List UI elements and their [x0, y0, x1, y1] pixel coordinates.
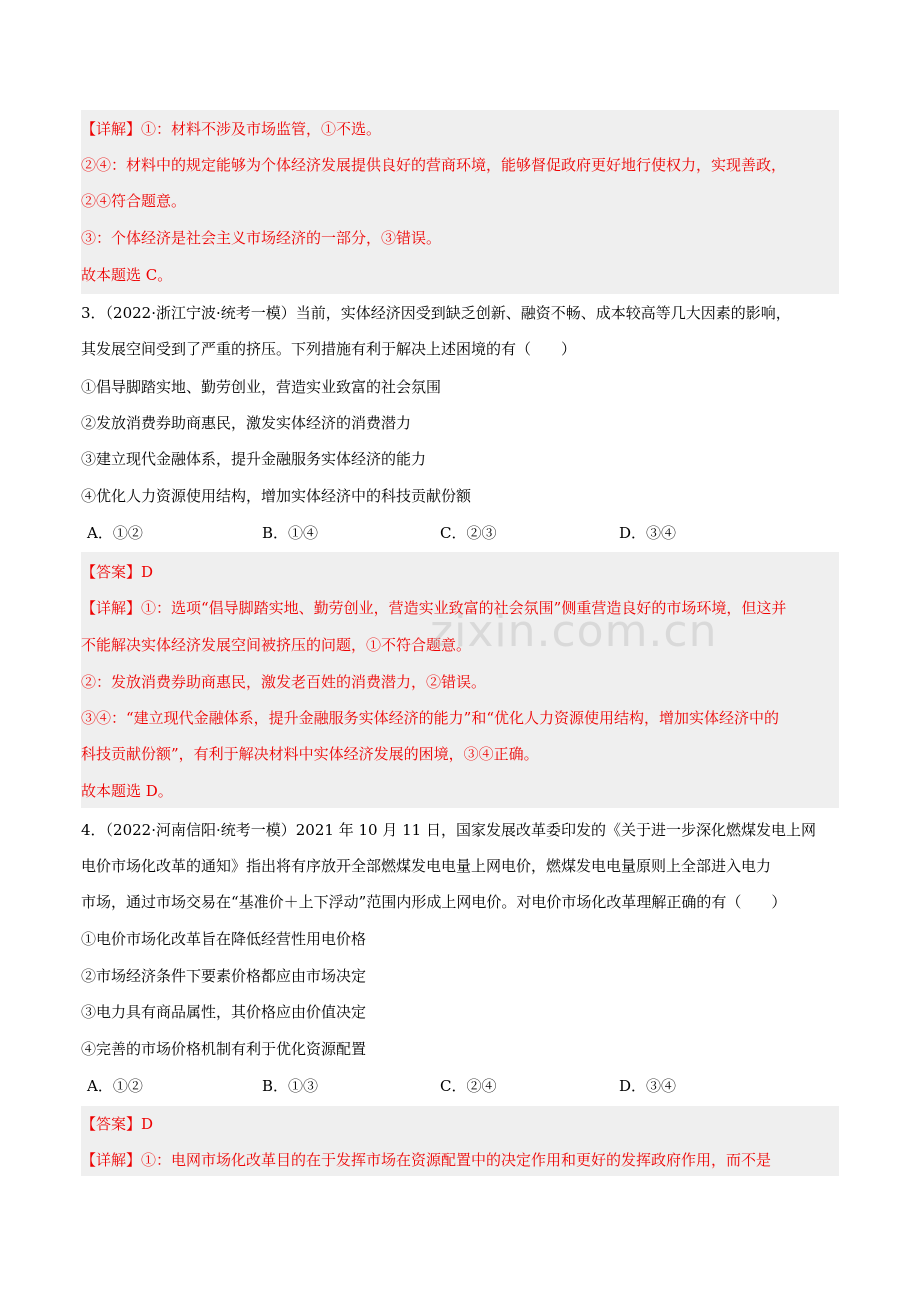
question-stem: 电价市场化改革的通知》指出将有序放开全部燃煤发电电量上网电价，燃煤发电电量原则上全部进入电力: [81, 857, 772, 875]
question-item: ①电价市场化改革旨在降低经营性用电价格: [81, 930, 367, 948]
question-stem: 市场，通过市场交易在“基准价＋上下浮动”范围内形成上网电价。对电价市场化改革理解正确的有（ ）: [81, 893, 787, 911]
explain-line: 【详解】①：电网市场化改革目的在于发挥市场在资源配置中的决定作用和更好的发挥政府作用，而不是: [81, 1151, 772, 1169]
explain-line: 【详解】①：材料不涉及市场监管，①不选。: [81, 120, 382, 138]
explain-line: ②④符合题意。: [81, 192, 187, 210]
answer-line: 【答案】D: [81, 563, 154, 581]
option-b: B．①④: [262, 524, 319, 542]
option-d: D．③④: [619, 524, 677, 542]
question-item: ④优化人力资源使用结构，增加实体经济中的科技贡献份额: [81, 487, 472, 505]
explain-line: ②④：材料中的规定能够为个体经济发展提供良好的营商环境，能够督促政府更好地行使权力，实现善政，: [81, 156, 787, 174]
option-c: C．②④: [440, 1077, 497, 1095]
question-item: ②市场经济条件下要素价格都应由市场决定: [81, 967, 367, 985]
explain-line: 故本题选 C。: [81, 266, 173, 284]
question-stem: 其发展空间受到了严重的挤压。下列措施有利于解决上述困境的有（ ）: [81, 340, 577, 358]
watermark-logo: zixin.com.cn: [430, 606, 718, 657]
explain-line: 【详解】①：选项“倡导脚踏实地、勤劳创业，营造实业致富的社会氛围”侧重营造良好的市场环境，但这并: [81, 599, 787, 617]
option-row: [81, 1068, 839, 1104]
explain-line: 不能解决实体经济发展空间被挤压的问题，①不符合题意。: [81, 636, 472, 654]
explain-line: ③：个体经济是社会主义市场经济的一部分，③错误。: [81, 229, 442, 247]
explain-line: ③④：“建立现代金融体系，提升金融服务实体经济的能力”和“优化人力资源使用结构，增加实体经济中的: [81, 709, 780, 727]
explain-line: 科技贡献份额”，有利于解决材料中实体经济发展的困境，③④正确。: [81, 745, 539, 763]
question-item: ④完善的市场价格机制有利于优化资源配置: [81, 1040, 367, 1058]
option-a: A．①②: [87, 524, 143, 542]
answer-line: 【答案】D: [81, 1115, 154, 1133]
option-c: C．②③: [440, 524, 497, 542]
option-row: [81, 515, 839, 551]
explain-line: 故本题选 D。: [81, 782, 173, 800]
question-item: ③建立现代金融体系，提升金融服务实体经济的能力: [81, 450, 427, 468]
question-item: ①倡导脚踏实地、勤劳创业，营造实业致富的社会氛围: [81, 378, 442, 396]
question-stem: 3．（2022·浙江宁波·统考一模）当前，实体经济因受到缺乏创新、融资不畅、成本较高等几大因素的影响，: [81, 304, 791, 322]
option-a: A．①②: [87, 1077, 143, 1095]
question-item: ③电力具有商品属性，其价格应由价值决定: [81, 1003, 367, 1021]
option-d: D．③④: [619, 1077, 677, 1095]
question-item: ②发放消费券助商惠民，激发实体经济的消费潜力: [81, 414, 412, 432]
explain-line: ②：发放消费券助商惠民，激发老百姓的消费潜力，②错误。: [81, 673, 487, 691]
question-stem: 4．（2022·河南信阳·统考一模）2021 年 10 月 11 日，国家发展改革委印发的《关于进一步深化燃煤发电上网: [81, 821, 816, 839]
option-b: B．①③: [262, 1077, 319, 1095]
